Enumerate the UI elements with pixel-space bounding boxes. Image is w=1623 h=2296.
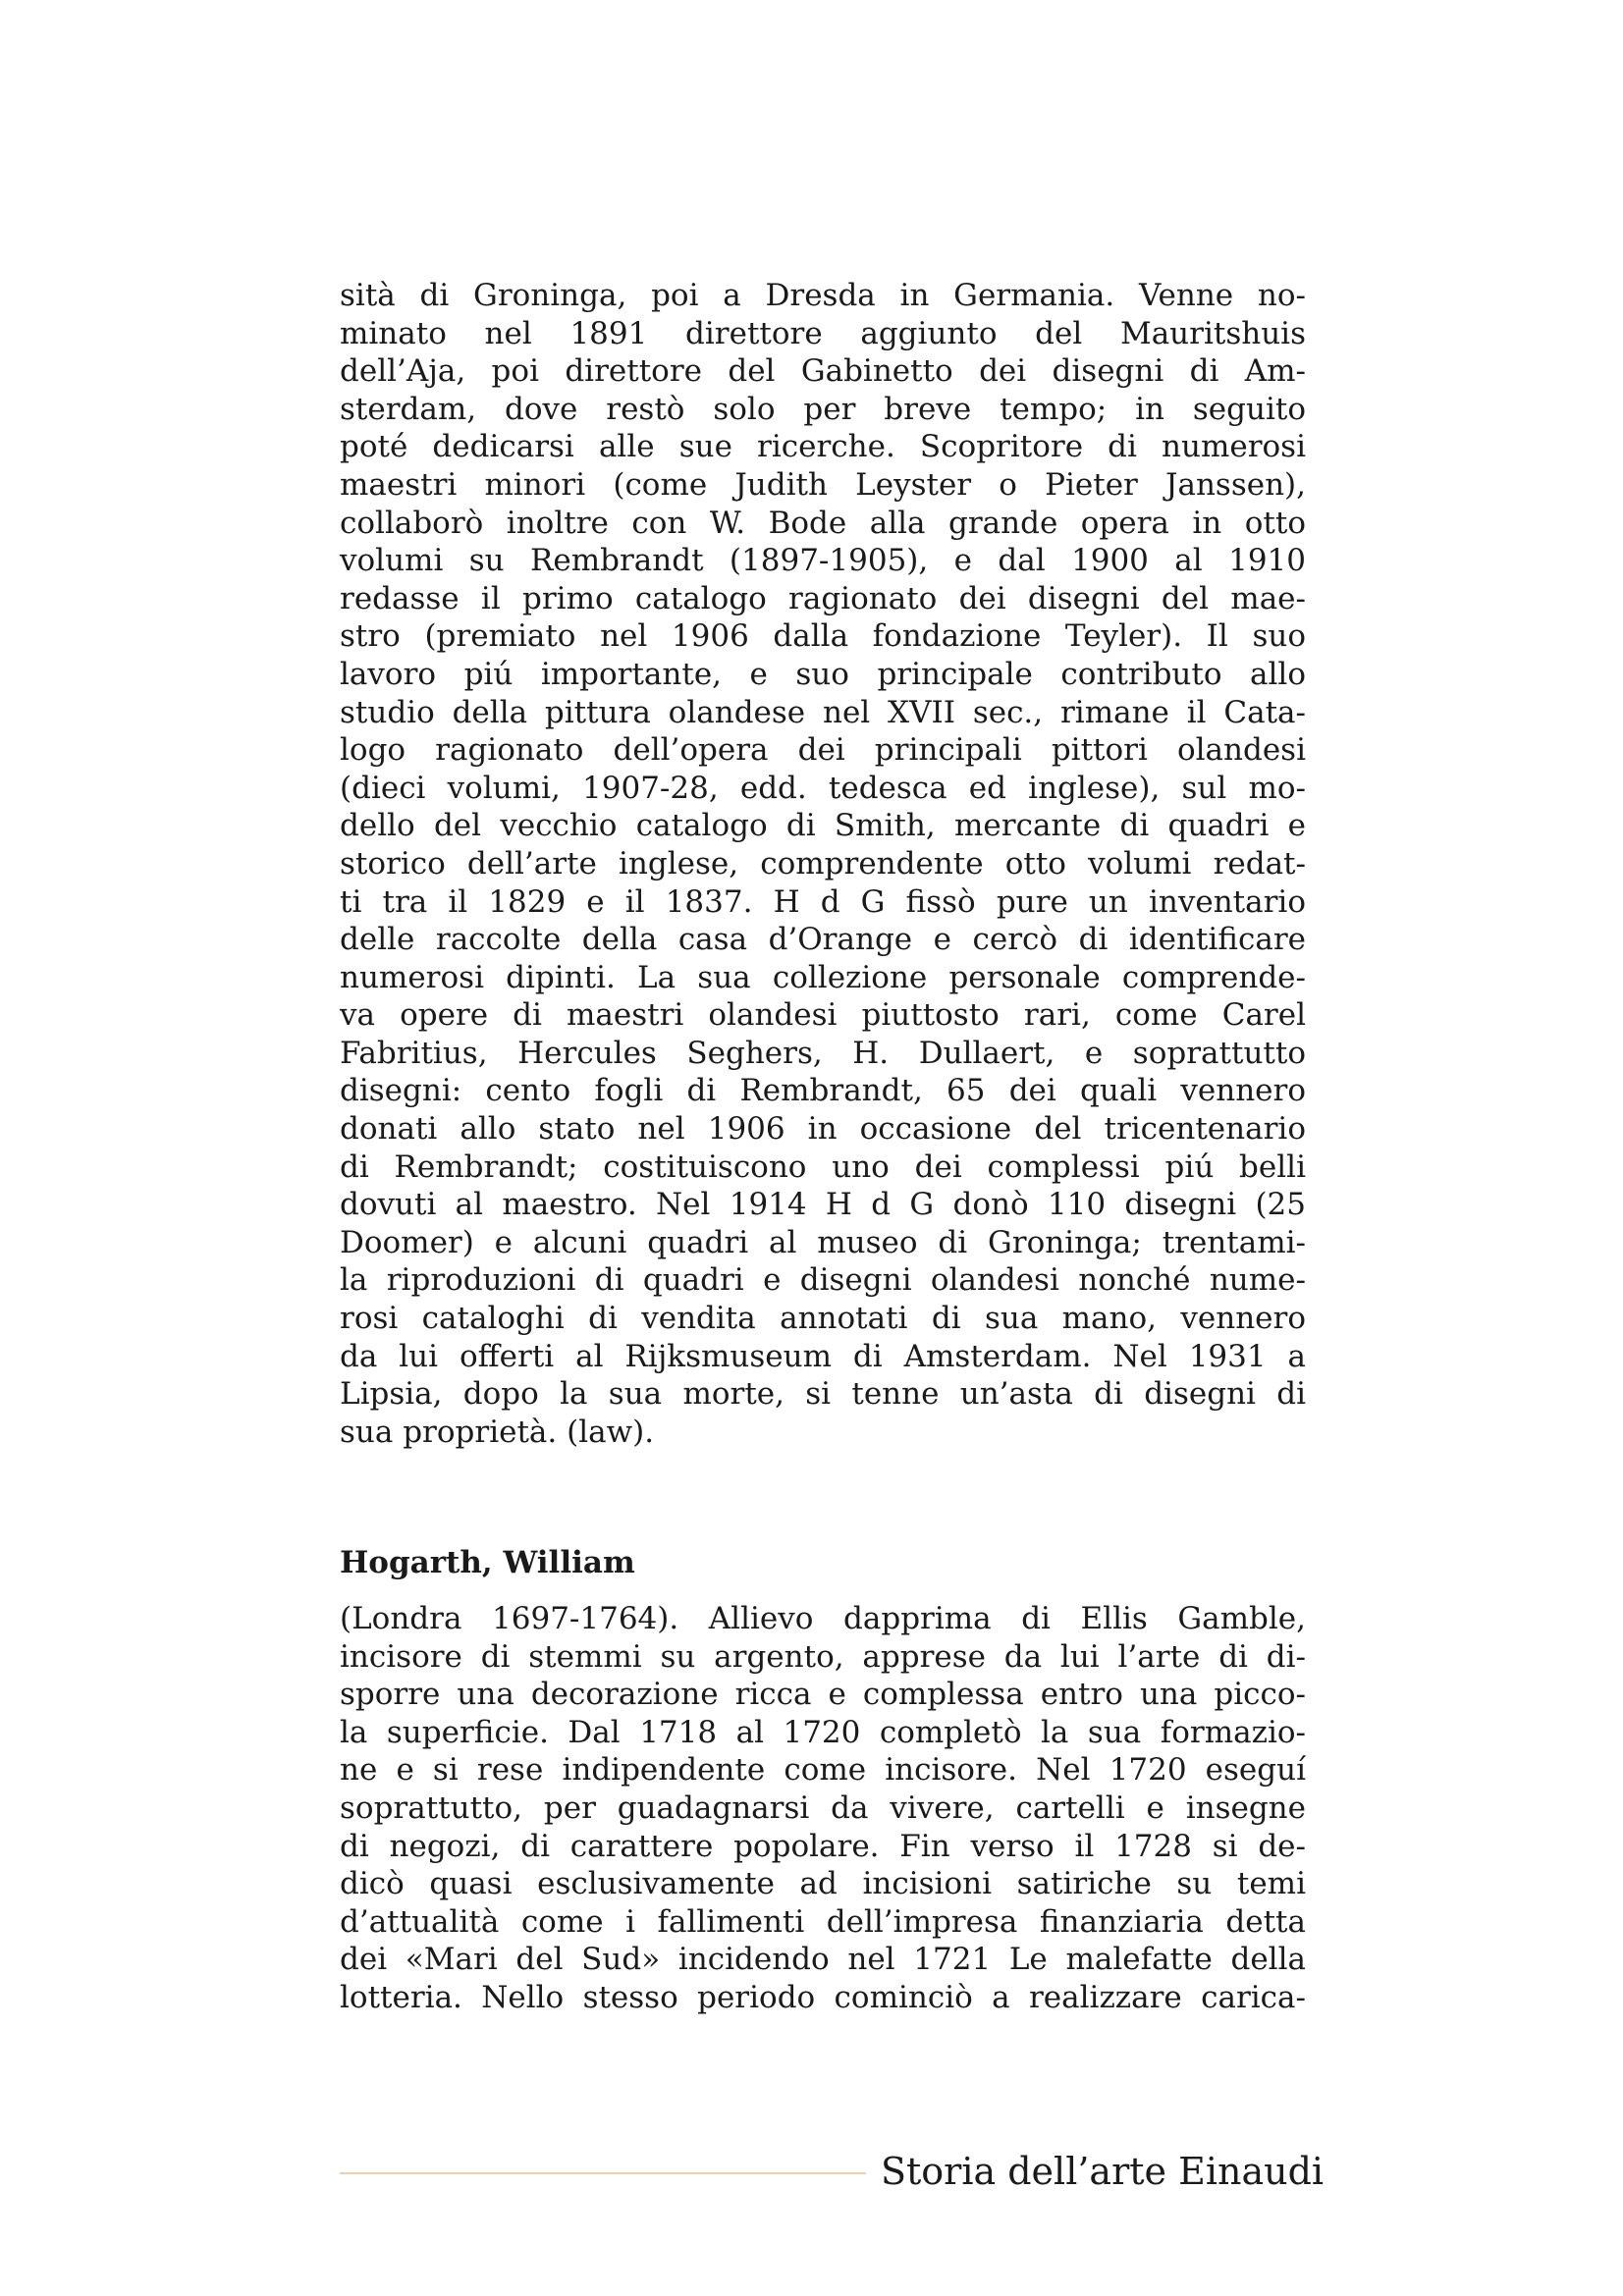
text-line: ne e si rese indipendente come incisore. Nel 1720 eseguí: [340, 1752, 1306, 1789]
text-line-last: sua proprietà. (law).: [340, 1414, 655, 1450]
text-line: la superficie. Dal 1718 al 1720 completò la sua formazio-: [340, 1714, 1306, 1750]
continuation-text: [340, 277, 1306, 1451]
text-line: stro (premiato nel 1906 dalla fondazione Teyler). Il suo: [340, 618, 1306, 655]
text-line: incisore di stemmi su argento, apprese da lui l’arte di di-: [340, 1638, 1306, 1675]
text-line: dovuti al maestro. Nel 1914 H d G donò 110 disegni (25: [340, 1187, 1306, 1223]
text-line: rosi cataloghi di vendita annotati di sua mano, vennero: [340, 1301, 1306, 1337]
text-line: donati allo stato nel 1906 in occasione del tricentenario: [340, 1111, 1306, 1148]
footer-title: Storia dell’arte Einaudi: [881, 2150, 1325, 2193]
entry-text: [340, 1600, 1306, 2017]
footer-rule: [340, 2172, 866, 2174]
text-line: di Rembrandt; costituiscono uno dei complessi piú belli: [340, 1148, 1306, 1185]
text-line: redasse il primo catalogo ragionato dei disegni del mae-: [340, 580, 1306, 616]
text-line: poté dedicarsi alle sue ricerche. Scopritore di numerosi: [340, 429, 1306, 465]
text-line: la riproduzioni di quadri e disegni olandesi nonché nume-: [340, 1262, 1306, 1299]
text-line: di negozi, di carattere popolare. Fin verso il 1728 si de-: [340, 1828, 1306, 1864]
text-line: lotteria. Nello stesso periodo cominciò a realizzare carica-: [340, 1979, 1306, 2015]
text-line: Lipsia, dopo la sua morte, si tenne un’asta di disegni di: [340, 1376, 1306, 1413]
text-line: sità di Groninga, poi a Dresda in Germania. Venne no-: [340, 278, 1306, 313]
text-line: d’attualità come i fallimenti dell’impresa finanziaria detta: [340, 1903, 1306, 1940]
text-line: ti tra il 1829 e il 1837. H d G fissò pure un inventario: [340, 883, 1306, 920]
text-line: Doomer) e alcuni quadri al museo di Groninga; trentami-: [340, 1224, 1306, 1260]
text-line: dell’Aja, poi direttore del Gabinetto dei disegni di Am-: [340, 353, 1306, 390]
text-line: storico dell’arte inglese, comprendente otto volumi redat-: [340, 845, 1306, 881]
text-line: sterdam, dove restò solo per breve tempo; in seguito: [340, 391, 1306, 427]
text-line: dicò quasi esclusivamente ad incisioni satiriche su temi: [340, 1866, 1306, 1902]
text-line: delle raccolte della casa d’Orange e cercò di identificare: [340, 922, 1306, 958]
text-line: studio della pittura olandese nel XVII sec., rimane il Cata-: [340, 694, 1306, 730]
text-line: sporre una decorazione ricca e complessa entro una picco-: [340, 1677, 1306, 1713]
text-line: logo ragionato dell’opera dei principali pittori olandesi: [340, 732, 1306, 769]
text-line: maestri minori (come Judith Leyster o Pieter Janssen),: [340, 466, 1306, 503]
text-line: lavoro piú importante, e suo principale contributo allo: [340, 656, 1306, 692]
text-line: (Londra 1697-1764). Allievo dapprima di Ellis Gamble,: [340, 1601, 1306, 1636]
text-line: disegni: cento fogli di Rembrandt, 65 dei quali vennero: [340, 1073, 1306, 1109]
entry-heading: Hogarth, William: [340, 1545, 635, 1580]
text-line: minato nel 1891 direttore aggiunto del Mauritshuis: [340, 315, 1306, 351]
text-line: da lui offerti al Rijksmuseum di Amsterdam. Nel 1931 a: [340, 1338, 1306, 1374]
text-line: numerosi dipinti. La sua collezione personale comprende-: [340, 959, 1306, 995]
text-line: dei «Mari del Sud» incidendo nel 1721 Le malefatte della: [340, 1942, 1306, 1978]
text-line: (dieci volumi, 1907-28, edd. tedesca ed inglese), sul mo-: [340, 770, 1306, 806]
text-line: volumi su Rembrandt (1897-1905), e dal 1900 al 1910: [340, 543, 1306, 579]
text-line: va opere di maestri olandesi piuttosto rari, come Carel: [340, 997, 1306, 1034]
text-line: collaborò inoltre con W. Bode alla grande opera in otto: [340, 505, 1306, 541]
text-line: soprattutto, per guadagnarsi da vivere, cartelli e insegne: [340, 1789, 1306, 1826]
text-line: Fabritius, Hercules Seghers, H. Dullaert, e soprattutto: [340, 1035, 1306, 1071]
text-line: dello del vecchio catalogo di Smith, mercante di quadri e: [340, 808, 1306, 844]
